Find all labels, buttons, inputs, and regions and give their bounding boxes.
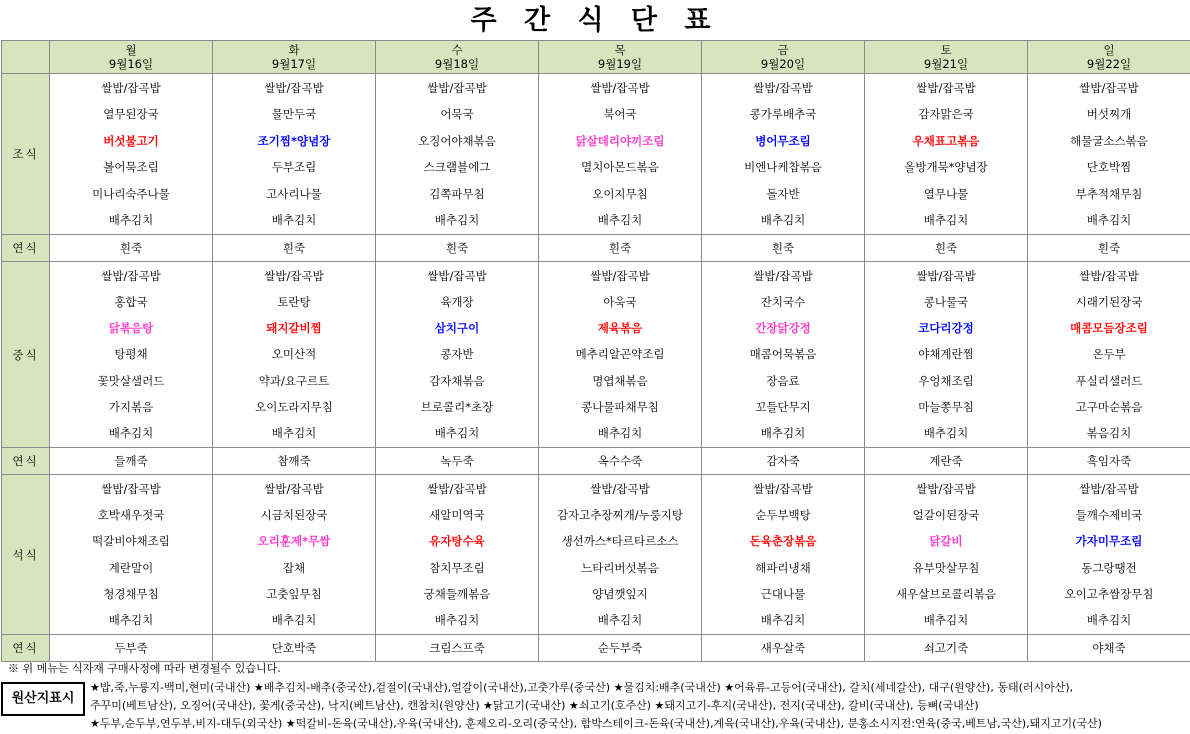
menu-item: 단호박찜 bbox=[1086, 160, 1132, 174]
menu-cell bbox=[865, 262, 1028, 448]
page-title: 주 간 식 단 표 bbox=[470, 5, 720, 36]
menu-item: 쌀밥/잡곡밥 bbox=[1079, 80, 1139, 95]
day-header bbox=[50, 41, 213, 74]
menu-item: 배추김치 bbox=[1086, 613, 1132, 628]
menu-item: 닭갈비 bbox=[929, 534, 963, 549]
menu-item: 새알미역국 bbox=[429, 507, 485, 522]
meal-label bbox=[2, 475, 50, 635]
menu-item: 메추리알곤약조림 bbox=[575, 347, 665, 362]
menu-item: 쌀밥/잡곡밥 bbox=[916, 481, 976, 496]
porridge-item: 감자죽 bbox=[702, 448, 865, 475]
menu-item: 배추김치 bbox=[1086, 213, 1132, 227]
menu-item: 쌀밥/잡곡밥 bbox=[427, 80, 487, 95]
menu-item: 조기찜*양념장 bbox=[257, 133, 331, 148]
menu-item: 시금치된장국 bbox=[260, 507, 328, 522]
menu-item: 감자맑은국 bbox=[918, 107, 974, 121]
menu-item: 토란탕 bbox=[277, 294, 311, 309]
menu-item: 쌀밥/잡곡밥 bbox=[753, 268, 813, 283]
menu-item: 우엉채조림 bbox=[918, 373, 974, 388]
menu-item: 마늘쫑무침 bbox=[918, 399, 974, 414]
day-date: 9월18일 bbox=[434, 57, 480, 71]
menu-item: 들깨수제비국 bbox=[1075, 507, 1143, 522]
menu-item: 양념깻잎지 bbox=[592, 586, 648, 601]
menu-item: 쌀밥/잡곡밥 bbox=[427, 481, 487, 496]
menu-cell bbox=[539, 475, 702, 635]
menu-item: 콩나물국 bbox=[923, 294, 969, 309]
menu-cell bbox=[702, 475, 865, 635]
menu-cell bbox=[865, 475, 1028, 635]
menu-item: 배추김치 bbox=[597, 426, 643, 441]
menu-item: 고구마순볶음 bbox=[1075, 399, 1143, 414]
day-name: 토 bbox=[940, 43, 952, 57]
menu-item: 쌀밥/잡곡밥 bbox=[590, 268, 650, 283]
menu-cell bbox=[865, 74, 1028, 235]
menu-change-note: ※ 위 메뉴는 식자재 구매사정에 따라 변경될수 있습니다. bbox=[8, 662, 281, 675]
menu-item: 콩가루배추국 bbox=[749, 107, 817, 121]
menu-item: 배추김치 bbox=[108, 213, 154, 227]
menu-item: 배추김치 bbox=[597, 613, 643, 628]
menu-cell bbox=[1028, 262, 1190, 448]
porridge-item: 흰죽 bbox=[539, 235, 702, 262]
menu-item: 잡채 bbox=[282, 560, 306, 575]
menu-item: 닭볶음탕 bbox=[108, 321, 154, 336]
weekly-menu-table bbox=[1, 40, 1190, 662]
menu-item: 쌀밥/잡곡밥 bbox=[264, 481, 324, 496]
menu-item: 삼치구이 bbox=[434, 321, 480, 336]
meal-label bbox=[2, 448, 50, 475]
menu-item: 오리훈제*무쌈 bbox=[257, 534, 331, 549]
menu-item: 쌀밥/잡곡밥 bbox=[753, 80, 813, 95]
menu-item: 김쪽파무침 bbox=[429, 186, 485, 201]
porridge-item: 두부죽 bbox=[50, 635, 213, 662]
corner-cell bbox=[2, 41, 50, 74]
menu-item: 배추김치 bbox=[108, 426, 154, 441]
menu-item: 홍합국 bbox=[114, 294, 148, 309]
menu-cell bbox=[213, 262, 376, 448]
menu-item: 떡갈비야채조림 bbox=[92, 534, 170, 549]
menu-item: 호박새우젓국 bbox=[97, 507, 165, 522]
menu-item: 볼어묵조림 bbox=[103, 160, 159, 174]
menu-item: 돈육춘장볶음 bbox=[749, 534, 817, 549]
menu-item: 유부맛살무침 bbox=[912, 560, 980, 575]
day-header bbox=[539, 41, 702, 74]
menu-item: 해파리냉채 bbox=[755, 560, 811, 575]
menu-item: 배추김치 bbox=[923, 213, 969, 227]
origin-line: ★두부,순두부,연두부,비지-대두(외국산) ★떡갈비-돈육(국내산),우육(국내산), 훈제오리-오리(중국산), 함박스테이크-돈육(국내산),계육(국내산),우육(국내산), 분홍소시지전:연육(중국,베트남,국산),돼지고기(국산) bbox=[90, 717, 1102, 730]
menu-item: 약과/요구르트 bbox=[258, 373, 330, 388]
menu-item: 어묵국 bbox=[440, 107, 474, 121]
menu-item: 미나리숙주나물 bbox=[92, 186, 170, 201]
menu-item: 잔치국수 bbox=[760, 294, 806, 309]
menu-item: 매콤어묵볶음 bbox=[749, 347, 817, 362]
menu-item: 꽃맛살샐러드 bbox=[97, 373, 165, 388]
porridge-item: 계란죽 bbox=[865, 448, 1028, 475]
day-date: 9월22일 bbox=[1086, 57, 1132, 71]
menu-item: 병어무조림 bbox=[755, 133, 811, 148]
menu-cell bbox=[1028, 74, 1190, 235]
menu-item: 육개장 bbox=[440, 294, 474, 309]
menu-item: 야채계란찜 bbox=[918, 347, 974, 362]
menu-item: 쌀밥/잡곡밥 bbox=[1079, 481, 1139, 496]
day-date: 9월16일 bbox=[108, 57, 154, 71]
lunch-snack-row bbox=[2, 448, 1190, 475]
menu-item: 코다리강정 bbox=[918, 321, 974, 336]
porridge-item: 녹두죽 bbox=[376, 448, 539, 475]
menu-item: 브로콜리*초장 bbox=[420, 399, 494, 414]
menu-item: 푸실리샐러드 bbox=[1075, 373, 1143, 388]
menu-item: 쌀밥/잡곡밥 bbox=[916, 268, 976, 283]
day-header bbox=[213, 41, 376, 74]
porridge-item: 야채죽 bbox=[1028, 635, 1190, 662]
menu-item: 쌀밥/잡곡밥 bbox=[101, 481, 161, 496]
day-name: 목 bbox=[614, 43, 626, 57]
menu-item: 스크램블에그 bbox=[423, 160, 491, 174]
day-date: 9월19일 bbox=[597, 57, 643, 71]
menu-cell bbox=[1028, 475, 1190, 635]
porridge-item: 흰죽 bbox=[702, 235, 865, 262]
menu-item: 얼갈이된장국 bbox=[912, 507, 980, 522]
menu-item: 간장닭강정 bbox=[755, 321, 811, 336]
day-header bbox=[376, 41, 539, 74]
menu-item: 열무나물 bbox=[923, 186, 969, 201]
menu-item: 멸치아몬드볶음 bbox=[581, 160, 659, 174]
meal-label-text: 석식 bbox=[12, 547, 39, 562]
day-name: 수 bbox=[451, 43, 463, 57]
menu-item: 배추김치 bbox=[760, 426, 806, 441]
menu-item: 열무된장국 bbox=[103, 107, 159, 121]
menu-item: 참치무조림 bbox=[429, 560, 485, 575]
menu-item: 쌀밥/잡곡밥 bbox=[1079, 268, 1139, 283]
menu-item: 물만두국 bbox=[271, 107, 317, 121]
menu-item: 감자고추장찌개/누룽지탕 bbox=[556, 507, 684, 522]
porridge-item: 흰죽 bbox=[1028, 235, 1190, 262]
menu-item: 고사리나물 bbox=[266, 186, 322, 201]
menu-item: 쌀밥/잡곡밥 bbox=[916, 80, 976, 95]
origin-label: 원산지표시 bbox=[1, 682, 85, 716]
menu-item: 비엔나케찹볶음 bbox=[744, 160, 822, 174]
menu-item: 버섯찌개 bbox=[1086, 107, 1132, 121]
menu-item: 오이도라지무침 bbox=[255, 399, 333, 414]
day-name: 일 bbox=[1103, 43, 1115, 57]
day-date: 9월20일 bbox=[760, 57, 806, 71]
day-name: 화 bbox=[288, 43, 300, 57]
menu-item: 두부조림 bbox=[271, 160, 317, 174]
menu-item: 배추김치 bbox=[434, 613, 480, 628]
menu-cell bbox=[539, 262, 702, 448]
menu-item: 탕평채 bbox=[114, 347, 148, 362]
menu-item: 콩나물파채무침 bbox=[581, 399, 659, 414]
menu-item: 배추김치 bbox=[923, 613, 969, 628]
menu-item: 고춧잎무침 bbox=[266, 586, 322, 601]
menu-item: 제육볶음 bbox=[597, 321, 643, 336]
menu-item: 명엽채볶음 bbox=[592, 373, 648, 388]
meal-label bbox=[2, 235, 50, 262]
menu-item: 장음료 bbox=[766, 373, 800, 388]
origin-line: ★밥,죽,누룽지-백미,현미(국내산) ★배추김치-배추(중국산),겉절이(국내산),얼갈이(국내산),고춧가루(중국산) ★물김치:배추(국내산) ★어육류-고등어(국내산), 갈치(세네갈산), 대구(원양산), 동태(러시아산), bbox=[90, 681, 1074, 694]
porridge-item: 흑임자죽 bbox=[1028, 448, 1190, 475]
menu-item: 쌀밥/잡곡밥 bbox=[427, 268, 487, 283]
menu-item: 감자채볶음 bbox=[429, 373, 485, 388]
porridge-item: 쇠고기죽 bbox=[865, 635, 1028, 662]
menu-item: 올방개묵*양념장 bbox=[904, 160, 988, 174]
menu-item: 쌀밥/잡곡밥 bbox=[264, 80, 324, 95]
breakfast-snack-row bbox=[2, 235, 1190, 262]
menu-item: 쌀밥/잡곡밥 bbox=[590, 80, 650, 95]
day-date: 9월17일 bbox=[271, 57, 317, 71]
day-header-row bbox=[2, 41, 1190, 74]
porridge-item: 단호박죽 bbox=[213, 635, 376, 662]
menu-item: 배추김치 bbox=[271, 613, 317, 628]
menu-item: 생선까스*타르타르소스 bbox=[561, 534, 679, 549]
menu-item: 아욱국 bbox=[603, 294, 637, 309]
menu-item: 시래기된장국 bbox=[1075, 294, 1143, 309]
menu-cell bbox=[376, 74, 539, 235]
menu-item: 계란말이 bbox=[108, 560, 154, 575]
dinner-snack-row bbox=[2, 635, 1190, 662]
meal-label-text: 연식 bbox=[12, 454, 39, 468]
dinner-row bbox=[2, 475, 1190, 635]
menu-cell bbox=[376, 475, 539, 635]
menu-item: 오이고추쌈장무침 bbox=[1064, 586, 1154, 601]
day-date: 9월21일 bbox=[923, 57, 969, 71]
day-header bbox=[865, 41, 1028, 74]
menu-cell bbox=[50, 262, 213, 448]
meal-label-text: 중식 bbox=[12, 347, 39, 362]
menu-item: 느타리버섯볶음 bbox=[581, 560, 659, 575]
porridge-item: 옥수수죽 bbox=[539, 448, 702, 475]
menu-item: 해물굴소스볶음 bbox=[1070, 133, 1148, 148]
menu-item: 배추김치 bbox=[923, 426, 969, 441]
menu-item: 콩자반 bbox=[440, 347, 474, 362]
menu-item: 쌀밥/잡곡밥 bbox=[753, 481, 813, 496]
menu-item: 동그랑땡전 bbox=[1081, 560, 1137, 575]
day-header bbox=[702, 41, 865, 74]
menu-item: 궁채들깨볶음 bbox=[423, 586, 491, 601]
porridge-item: 크림스프죽 bbox=[376, 635, 539, 662]
day-header bbox=[1028, 41, 1190, 74]
meal-label bbox=[2, 74, 50, 235]
menu-item: 닭살데리야끼조림 bbox=[575, 133, 665, 148]
menu-cell bbox=[702, 262, 865, 448]
menu-item: 오징어야채볶음 bbox=[418, 133, 496, 148]
meal-label-text: 연식 bbox=[12, 641, 39, 655]
menu-item: 온두부 bbox=[1092, 347, 1126, 362]
meal-label bbox=[2, 635, 50, 662]
menu-cell bbox=[376, 262, 539, 448]
menu-item: 청경채무침 bbox=[103, 586, 159, 601]
menu-item: 새우살브로콜리볶음 bbox=[896, 586, 996, 601]
menu-cell bbox=[213, 475, 376, 635]
menu-item: 배추김치 bbox=[597, 213, 643, 227]
porridge-item: 흰죽 bbox=[50, 235, 213, 262]
menu-item: 유자탕수육 bbox=[429, 534, 485, 549]
menu-item: 배추김치 bbox=[108, 613, 154, 628]
menu-item: 돌자반 bbox=[766, 186, 800, 201]
menu-item: 매콤모듬장조림 bbox=[1070, 321, 1148, 336]
meal-label bbox=[2, 262, 50, 448]
menu-item: 쌀밥/잡곡밥 bbox=[590, 481, 650, 496]
menu-item: 쌀밥/잡곡밥 bbox=[264, 268, 324, 283]
porridge-item: 흰죽 bbox=[865, 235, 1028, 262]
menu-item: 배추김치 bbox=[271, 426, 317, 441]
menu-item: 버섯불고기 bbox=[103, 133, 159, 148]
menu-item: 볶음김치 bbox=[1086, 426, 1132, 441]
day-name: 월 bbox=[125, 43, 137, 57]
porridge-item: 들깨죽 bbox=[50, 448, 213, 475]
menu-item: 가자미무조림 bbox=[1075, 534, 1143, 549]
menu-item: 부추적채무침 bbox=[1075, 186, 1143, 201]
porridge-item: 흰죽 bbox=[376, 235, 539, 262]
menu-cell bbox=[213, 74, 376, 235]
menu-item: 우채표고볶음 bbox=[912, 133, 980, 148]
menu-cell bbox=[50, 475, 213, 635]
origin-info bbox=[90, 679, 1188, 733]
menu-item: 배추김치 bbox=[434, 426, 480, 441]
menu-cell bbox=[539, 74, 702, 235]
origin-line: 주꾸미(베트남산), 오징어(국내산), 꽃게(중국산), 낙지(베트남산), 캔참치(원양산) ★닭고기(국내산) ★쇠고기(호주산) ★돼지고기-후지(국내산), 전지(국내산), 갈비(국내산), 등뼈(국내산) bbox=[90, 699, 979, 712]
menu-item: 북어국 bbox=[603, 107, 637, 121]
day-name: 금 bbox=[777, 43, 789, 57]
menu-item: 오미산적 bbox=[271, 347, 317, 362]
porridge-item: 순두부죽 bbox=[539, 635, 702, 662]
menu-item: 배추김치 bbox=[434, 213, 480, 227]
porridge-item: 흰죽 bbox=[213, 235, 376, 262]
menu-item: 오이지무침 bbox=[592, 186, 648, 201]
menu-cell bbox=[702, 74, 865, 235]
menu-item: 돼지갈비찜 bbox=[266, 321, 322, 336]
menu-item: 쌀밥/잡곡밥 bbox=[101, 268, 161, 283]
menu-item: 배추김치 bbox=[760, 213, 806, 227]
menu-item: 가지볶음 bbox=[108, 399, 154, 414]
meal-label-text: 조식 bbox=[12, 147, 39, 161]
lunch-row bbox=[2, 262, 1190, 448]
menu-item: 꼬들단무지 bbox=[755, 399, 811, 414]
breakfast-row bbox=[2, 74, 1190, 235]
menu-item: 순두부백탕 bbox=[755, 507, 811, 522]
menu-item: 근대나물 bbox=[760, 586, 806, 601]
menu-item: 쌀밥/잡곡밥 bbox=[101, 80, 161, 95]
meal-label-text: 연식 bbox=[12, 241, 39, 255]
porridge-item: 새우살죽 bbox=[702, 635, 865, 662]
menu-cell bbox=[50, 74, 213, 235]
porridge-item: 참깨죽 bbox=[213, 448, 376, 475]
menu-item: 배추김치 bbox=[271, 213, 317, 227]
menu-item: 배추김치 bbox=[760, 613, 806, 628]
